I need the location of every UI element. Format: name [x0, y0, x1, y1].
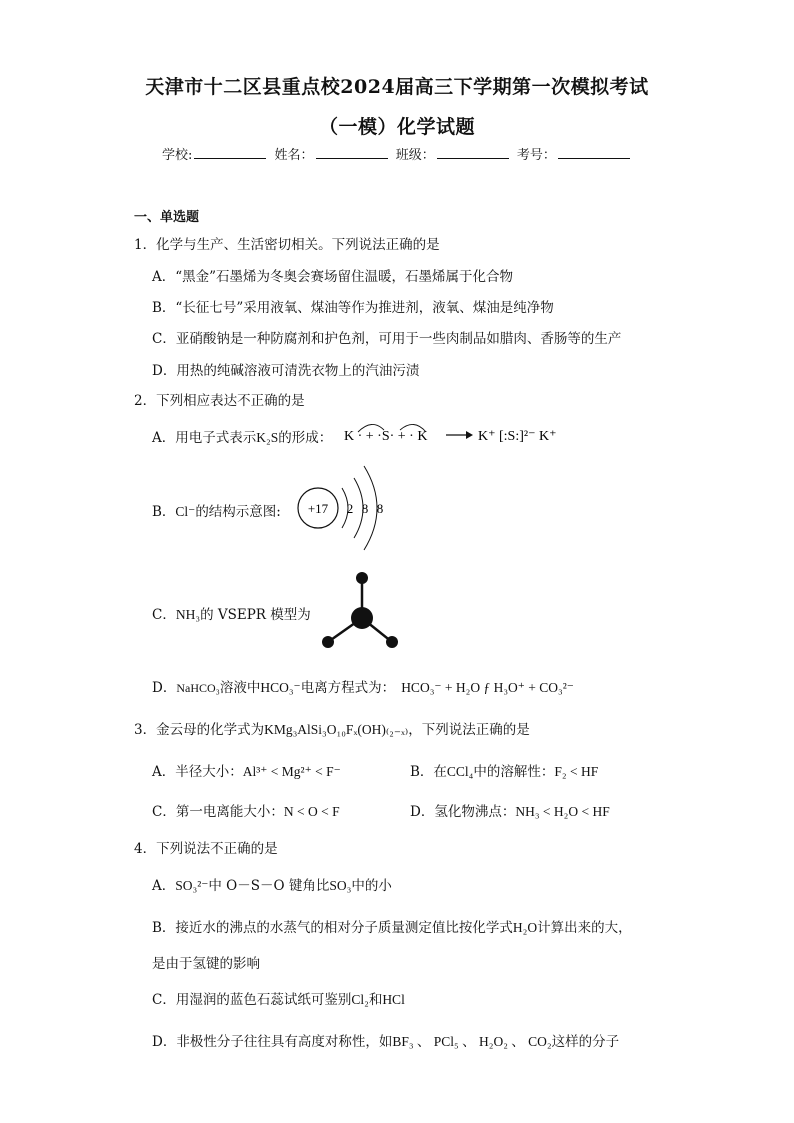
q2-option-a: [152, 426, 332, 446]
q1-option-d: D．用热的纯碱溶液可清洗衣物上的汽油污渍: [152, 363, 420, 379]
q3-option-d: [410, 800, 610, 820]
shell-count-2: 8: [361, 501, 369, 516]
q4-option-a: [152, 874, 392, 894]
q3-option-c: [152, 800, 340, 820]
q2b-ion: Cl⁻: [175, 504, 196, 519]
q2-option-b: [152, 500, 281, 520]
q2d-suffix: 电离方程式为：: [300, 680, 396, 696]
q4a-ion: SO₃²⁻: [175, 878, 209, 893]
q3-option-a: [152, 760, 341, 780]
q3-stem-prefix: 3．金云母的化学式为: [134, 722, 265, 738]
field-class-blank[interactable]: [437, 147, 509, 159]
atom-top: [356, 572, 368, 584]
q3-option-b: [410, 760, 598, 780]
q2a-prefix: A．用电子式表示: [152, 430, 257, 446]
q3-stem-suffix: ，下列说法正确的是: [408, 722, 530, 738]
q1-option-c: C．亚硝酸钠是一种防腐剂和护色剂，可用于一些肉制品如腊肉、香肠等的生产: [152, 331, 622, 347]
q3a-label: A．半径大小：: [152, 764, 243, 780]
q3b-label2: 中的溶解性：: [473, 764, 555, 780]
q3-stem: [134, 718, 530, 738]
q3b-expr: CCl₄: [446, 764, 474, 779]
field-number-blank[interactable]: [558, 147, 630, 159]
cl-ion-structure-diagram: [292, 458, 392, 558]
field-name-blank[interactable]: [316, 147, 388, 159]
q4a-suffix: 中的小: [351, 878, 392, 894]
q2d-ion: HCO₃⁻: [260, 680, 301, 695]
nh3-vsepr-model: [312, 566, 412, 658]
field-school-blank[interactable]: [194, 147, 266, 159]
q4d-list: BF₃ 、 PCl₅ 、 H₂O₂ 、 CO₂: [392, 1034, 552, 1049]
q4a-formula: SO₃: [329, 878, 352, 893]
shell-count-1: 2: [346, 501, 354, 516]
q2-option-c: [152, 603, 311, 623]
atom-left: [322, 636, 334, 648]
exam-title-line1: 天津市十二区县重点校2024届高三下学期第一次模拟考试: [145, 76, 649, 98]
q3d-expr: NH₃ < H₂O < HF: [515, 804, 610, 819]
q4d-suffix: 这样的分子: [551, 1034, 620, 1050]
q2-stem: 2．下列相应表达不正确的是: [134, 393, 305, 409]
q2c-suffix: 的 VSEPR 模型为: [200, 607, 311, 623]
q4c-formula2: HCl: [382, 992, 405, 1007]
q4-option-c: [152, 988, 405, 1008]
q4a-prefix: A．: [152, 878, 176, 894]
q4-option-b-line1: [152, 916, 632, 936]
scheme-left: K · + ·S· + · K: [344, 429, 428, 444]
q1-option-b: B．“长征七号”采用液氧、煤油等作为推进剂，液氧、煤油是纯净物: [152, 300, 554, 316]
scheme-right: K⁺ [:S:]²⁻ K⁺: [478, 429, 557, 444]
q2d-mid: 溶液中: [219, 680, 261, 696]
electron-formula-scheme: [342, 418, 582, 454]
q2d-formula: NaHCO₃: [176, 681, 220, 695]
q3c-label: C．第一电离能大小：: [152, 804, 284, 820]
q2a-suffix: 的形成：: [278, 430, 333, 446]
q3c-expr: N < O < F: [283, 804, 340, 819]
q2a-formula: K₂S: [256, 430, 279, 445]
q1-stem: 1．化学与生产、生活密切相关。下列说法正确的是: [134, 237, 440, 253]
q2b-prefix: B．: [152, 504, 176, 520]
q2-option-d: [152, 676, 574, 696]
student-info-fields: [162, 144, 634, 163]
q4-option-d: [152, 1030, 619, 1050]
q4b-formula: H₂O: [512, 920, 538, 935]
atom-right: [386, 636, 398, 648]
q4-option-b-line2: 是由于氢键的影响: [152, 956, 260, 972]
nucleus-charge: +17: [307, 501, 329, 516]
atom-center: [351, 607, 373, 629]
q4c-mid: 和: [368, 992, 383, 1008]
q2b-suffix: 的结构示意图:: [195, 504, 281, 520]
field-class-label: 班级：: [395, 148, 435, 163]
q2c-prefix: C．: [152, 607, 176, 623]
reaction-arrow-head: [466, 431, 473, 439]
q3a-expr: Al³⁺ < Mg²⁺ < F⁻: [242, 764, 341, 779]
q4b-text-b: 计算出来的大，: [537, 920, 632, 936]
shell-count-3: 8: [376, 501, 384, 516]
q4d-prefix: D．非极性分子往往具有高度对称性，如: [152, 1034, 393, 1050]
section-heading: 一、单选题: [134, 210, 200, 225]
q3-stem-formula: KMg₃AlSi₃O₁₀Fₓ(OH)₍₂₋ₓ₎: [264, 722, 409, 737]
q4a-mid: 中 O－S－O 键角比: [208, 878, 330, 894]
q4b-text-a: B．接近水的沸点的水蒸气的相对分子质量测定值比按化学式: [152, 920, 513, 936]
q3d-label: D．氢化物沸点：: [410, 804, 516, 820]
field-number-label: 考号：: [516, 148, 556, 163]
field-name-label: 姓名：: [274, 148, 314, 163]
field-school-label: 学校:: [162, 148, 193, 163]
q2c-formula: NH₃: [175, 607, 201, 622]
q4c-prefix: C．用湿润的蓝色石蕊试纸可鉴别: [152, 992, 352, 1008]
q2d-equation: HCO₃⁻ + H₂O ƒ H₃O⁺ + CO₃²⁻: [401, 680, 574, 695]
q3b-label: B．在: [410, 764, 447, 780]
q3b-expr2: F₂ < HF: [554, 764, 599, 779]
q2d-prefix: D．: [152, 680, 177, 696]
q1-option-a: A．“黑金”石墨烯为冬奥会赛场留住温暖，石墨烯属于化合物: [152, 269, 514, 285]
q4c-formula1: Cl₂: [351, 992, 369, 1007]
q4-stem: 4．下列说法不正确的是: [134, 841, 278, 857]
exam-title-line2: （一模）化学试题: [318, 116, 475, 138]
